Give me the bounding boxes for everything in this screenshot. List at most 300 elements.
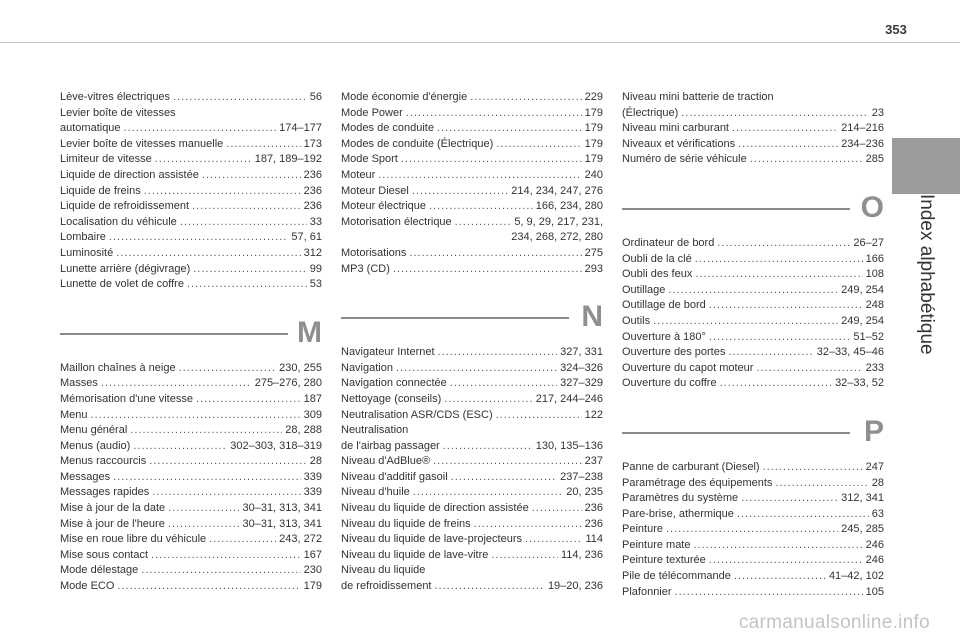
- letter-heading: [622, 410, 884, 454]
- entry-label: automatique: [60, 122, 121, 135]
- index-entry[interactable]: [60, 548, 322, 564]
- index-entry[interactable]: [622, 569, 884, 585]
- entry-pages: 217, 244–246: [535, 392, 603, 405]
- entry-pages: 130, 135–136: [535, 439, 603, 452]
- letter-heading: [622, 186, 884, 230]
- entry-label: Mise à jour de la date: [60, 502, 166, 515]
- leader-dots: [152, 485, 300, 501]
- leader-dots: [734, 569, 826, 585]
- leader-dots: [209, 532, 276, 548]
- index-entry[interactable]: [622, 460, 884, 476]
- section-letter: O: [860, 190, 884, 224]
- index-entry[interactable]: [622, 491, 884, 507]
- index-entry[interactable]: [622, 106, 884, 122]
- entry-pages: 179: [584, 137, 603, 150]
- entry-pages: 32–33, 52: [835, 377, 884, 390]
- leader-dots: [666, 522, 838, 538]
- entry-pages: 30–31, 313, 341: [242, 502, 322, 515]
- index-entry[interactable]: [341, 230, 603, 246]
- entry-label: Plafonnier: [622, 585, 672, 598]
- entry-pages: 23: [871, 106, 884, 119]
- entry-label: Numéro de série véhicule: [622, 153, 747, 166]
- leader-dots: [155, 152, 252, 168]
- index-entry[interactable]: [341, 90, 603, 106]
- index-entry[interactable]: [60, 121, 322, 137]
- leader-dots: [491, 548, 558, 564]
- index-entry[interactable]: [60, 470, 322, 486]
- entry-pages: 187: [303, 392, 322, 405]
- leader-dots: [532, 501, 582, 517]
- entry-pages: 179: [584, 153, 603, 166]
- entry-label: Liquide de refroidissement: [60, 200, 190, 213]
- entry-label: Niveau mini batterie de traction: [622, 91, 774, 103]
- entry-label: Moteur électrique: [341, 200, 426, 213]
- index-entry[interactable]: [60, 423, 322, 439]
- entry-pages: 57, 61: [291, 231, 322, 244]
- entry-label: Navigateur Internet: [341, 346, 435, 359]
- entry-label: Maillon chaînes à neige: [60, 361, 176, 374]
- leader-dots: [196, 392, 301, 408]
- leader-dots: [741, 491, 838, 507]
- leader-dots: [168, 517, 240, 533]
- entry-pages: 53: [309, 278, 322, 291]
- entry-label: Mise à jour de l'heure: [60, 517, 165, 530]
- entry-label: Mise sous contact: [60, 548, 149, 561]
- leader-dots: [496, 408, 582, 424]
- entry-label: Motorisations: [341, 246, 407, 259]
- letter-rule: [622, 432, 850, 434]
- entry-pages: 327, 331: [560, 346, 603, 359]
- leader-dots: [429, 199, 533, 215]
- index-entry[interactable]: [341, 152, 603, 168]
- index-entry[interactable]: [60, 517, 322, 533]
- entry-label: Mode Power: [341, 106, 403, 119]
- entry-label: Motorisation électrique: [341, 215, 452, 228]
- index-entry[interactable]: [622, 585, 884, 601]
- index-column-3: [622, 90, 884, 600]
- leader-dots: [435, 579, 545, 595]
- index-entry[interactable]: [622, 298, 884, 314]
- leader-dots: [695, 267, 862, 283]
- leader-dots: [401, 152, 582, 168]
- entry-label: Lunette arrière (dégivrage): [60, 262, 191, 275]
- index-entry[interactable]: [60, 137, 322, 153]
- entry-label: Mode Sport: [341, 153, 398, 166]
- index-entry[interactable]: [60, 262, 322, 278]
- entry-pages: 236: [303, 200, 322, 213]
- entry-pages: 302–303, 318–319: [230, 439, 322, 452]
- entry-pages: 28: [871, 476, 884, 489]
- index-entry[interactable]: [622, 522, 884, 538]
- leader-dots: [437, 121, 582, 137]
- entry-pages-continued: 234, 268, 272, 280: [511, 231, 603, 244]
- entry-pages: 179: [584, 106, 603, 119]
- entry-label: de refroidissement: [341, 580, 432, 593]
- entry-pages: 246: [865, 538, 884, 551]
- leader-dots: [116, 246, 300, 262]
- entry-pages: 230: [303, 564, 322, 577]
- leader-dots: [668, 283, 838, 299]
- leader-dots: [193, 262, 307, 278]
- index-entry[interactable]: [341, 548, 603, 564]
- entry-label: Niveau du liquide de direction assistée: [341, 502, 529, 515]
- index-entry[interactable]: [622, 345, 884, 361]
- leader-dots: [738, 137, 838, 153]
- entry-pages: 173: [303, 137, 322, 150]
- index-entry[interactable]: [341, 137, 603, 153]
- index-entry[interactable]: [60, 168, 322, 184]
- leader-dots: [470, 90, 581, 106]
- index-entry[interactable]: [341, 121, 603, 137]
- leader-dots: [413, 485, 564, 501]
- index-entry[interactable]: [341, 376, 603, 392]
- entry-label: Liquide de freins: [60, 184, 141, 197]
- index-entry[interactable]: [60, 392, 322, 408]
- index-entry[interactable]: [341, 454, 603, 470]
- leader-dots: [409, 246, 581, 262]
- entry-label: Mode délestage: [60, 564, 139, 577]
- index-entry-list: [341, 345, 603, 595]
- index-entry[interactable]: [341, 485, 603, 501]
- leader-dots: [709, 553, 863, 569]
- index-entry[interactable]: [60, 215, 322, 231]
- entry-pages: 246: [865, 554, 884, 567]
- entry-pages: 230, 255: [279, 361, 322, 374]
- index-entry[interactable]: [622, 121, 884, 137]
- leader-dots: [675, 585, 863, 601]
- letter-heading: [60, 311, 322, 355]
- entry-label: Modes de conduite: [341, 122, 434, 135]
- entry-label: Messages: [60, 470, 111, 483]
- entry-pages: 249, 254: [841, 314, 884, 327]
- entry-label: Navigation: [341, 361, 393, 374]
- index-entry[interactable]: [60, 361, 322, 377]
- leader-dots: [737, 507, 869, 523]
- entry-label: Masses: [60, 377, 98, 390]
- entry-label: Lombaire: [60, 231, 106, 244]
- index-entry[interactable]: [622, 330, 884, 346]
- entry-pages: 122: [584, 408, 603, 421]
- entry-pages: 28: [309, 455, 322, 468]
- entry-pages: 327–329: [560, 377, 603, 390]
- leader-dots: [192, 199, 301, 215]
- index-entry[interactable]: [622, 476, 884, 492]
- leader-dots: [455, 215, 512, 231]
- entry-label: Paramètres du système: [622, 492, 739, 505]
- entry-label: Outillage de bord: [622, 299, 706, 312]
- index-entry[interactable]: [622, 361, 884, 377]
- section-letter: M: [297, 315, 322, 349]
- entry-pages: 275: [584, 246, 603, 259]
- leader-dots: [717, 236, 850, 252]
- entry-label: de l'airbag passager: [341, 439, 440, 452]
- entry-pages: 248: [865, 299, 884, 312]
- leader-dots: [695, 252, 863, 268]
- index-entry[interactable]: [60, 563, 322, 579]
- leader-dots: [173, 90, 307, 106]
- entry-pages: 56: [309, 91, 322, 103]
- index-column-1: [60, 90, 322, 595]
- index-entry[interactable]: [60, 579, 322, 595]
- leader-dots: [101, 376, 252, 392]
- header-rule: [0, 42, 960, 43]
- index-entry[interactable]: [341, 423, 603, 439]
- entry-pages: 236: [584, 502, 603, 515]
- index-entry[interactable]: [622, 152, 884, 168]
- index-entry-list: [341, 90, 603, 277]
- index-entry-list: [60, 90, 322, 293]
- entry-label: Ouverture du coffre: [622, 377, 717, 390]
- entry-label: Paramétrage des équipements: [622, 476, 773, 489]
- leader-dots: [709, 298, 863, 314]
- index-entry[interactable]: [60, 199, 322, 215]
- index-entry[interactable]: [60, 152, 322, 168]
- entry-label: Menus (audio): [60, 439, 131, 452]
- letter-rule: [60, 333, 288, 335]
- entry-label: Oubli des feux: [622, 268, 693, 281]
- entry-label: Mode ECO: [60, 580, 115, 593]
- index-entry[interactable]: [341, 392, 603, 408]
- entry-label: Niveau mini carburant: [622, 122, 729, 135]
- index-entry[interactable]: [341, 345, 603, 361]
- index-entry-list: [60, 361, 322, 595]
- entry-pages: 237–238: [560, 470, 603, 483]
- index-entry[interactable]: [341, 168, 603, 184]
- leader-dots: [113, 470, 301, 486]
- entry-label: Peinture mate: [622, 538, 691, 551]
- index-entry[interactable]: [622, 252, 884, 268]
- entry-label: Ouverture des portes: [622, 346, 726, 359]
- entry-label: Ouverture à 180°: [622, 330, 706, 343]
- leader-dots: [728, 345, 813, 361]
- leader-dots: [444, 392, 532, 408]
- leader-dots: [124, 121, 277, 137]
- leader-dots: [750, 152, 863, 168]
- index-entry-list: [622, 90, 884, 168]
- leader-dots: [406, 106, 582, 122]
- leader-dots: [130, 423, 282, 439]
- entry-pages: 237: [584, 455, 603, 468]
- entry-pages: 214–216: [841, 122, 884, 135]
- entry-pages: 63: [871, 507, 884, 520]
- leader-dots: [141, 563, 300, 579]
- entry-label: Niveau d'additif gasoil: [341, 470, 448, 483]
- leader-dots: [226, 137, 300, 153]
- entry-label: Localisation du véhicule: [60, 215, 177, 228]
- index-entry[interactable]: [622, 538, 884, 554]
- leader-dots: [681, 106, 869, 122]
- entry-pages: 179: [303, 580, 322, 593]
- entry-label: Menus raccourcis: [60, 455, 147, 468]
- leader-dots: [438, 345, 558, 361]
- entry-label: Mise en roue libre du véhicule: [60, 533, 207, 546]
- entry-label: Messages rapides: [60, 486, 150, 499]
- index-entry[interactable]: [341, 246, 603, 262]
- entry-label: (Électrique): [622, 106, 679, 119]
- leader-dots: [393, 262, 582, 278]
- page-number: 353: [885, 22, 907, 37]
- entry-pages: 30–31, 313, 341: [242, 517, 322, 530]
- index-entry[interactable]: [341, 106, 603, 122]
- entry-pages: 19–20, 236: [547, 580, 603, 593]
- leader-dots: [412, 184, 508, 200]
- entry-label: Outillage: [622, 283, 666, 296]
- index-entry[interactable]: [60, 90, 322, 106]
- index-entry[interactable]: [341, 563, 603, 579]
- entry-pages: 28, 288: [285, 424, 322, 437]
- index-entry[interactable]: [60, 454, 322, 470]
- index-entry[interactable]: [341, 517, 603, 533]
- leader-dots: [709, 330, 851, 346]
- entry-pages: 236: [303, 184, 322, 197]
- index-entry[interactable]: [60, 184, 322, 200]
- entry-label: Nettoyage (conseils): [341, 392, 442, 405]
- entry-label: Peinture: [622, 523, 663, 536]
- entry-label: Oubli de la clé: [622, 252, 692, 265]
- leader-dots: [187, 277, 307, 293]
- leader-dots: [474, 517, 582, 533]
- index-entry[interactable]: [341, 501, 603, 517]
- entry-pages: 312, 341: [841, 492, 884, 505]
- leader-dots: [117, 579, 300, 595]
- entry-label: Levier boîte de vitesses: [60, 106, 176, 119]
- index-entry[interactable]: [341, 215, 603, 231]
- index-entry[interactable]: [60, 106, 322, 122]
- entry-pages: 249, 254: [841, 283, 884, 296]
- entry-pages: 114: [585, 533, 603, 546]
- entry-label: Niveau du liquide: [341, 564, 426, 577]
- entry-pages: 174–177: [279, 122, 322, 135]
- entry-label: Menu: [60, 408, 88, 421]
- entry-pages: 166, 234, 280: [535, 200, 603, 213]
- index-entry[interactable]: [60, 485, 322, 501]
- index-entry[interactable]: [341, 262, 603, 278]
- entry-label: Panne de carburant (Diesel): [622, 460, 760, 473]
- index-entry[interactable]: [341, 184, 603, 200]
- entry-pages: 179: [584, 122, 603, 135]
- leader-dots: [732, 121, 838, 137]
- entry-label: Niveaux et vérifications: [622, 137, 736, 150]
- entry-label: Ouverture du capot moteur: [622, 361, 754, 374]
- index-entry[interactable]: [341, 199, 603, 215]
- index-entry[interactable]: [622, 90, 884, 106]
- entry-pages: 26–27: [853, 236, 884, 249]
- entry-label: Mémorisation d'une vitesse: [60, 392, 193, 405]
- leader-dots: [525, 532, 582, 548]
- index-entry[interactable]: [622, 236, 884, 252]
- index-entry[interactable]: [60, 501, 322, 517]
- leader-dots: [496, 137, 581, 153]
- entry-pages: 41–42, 102: [828, 570, 884, 583]
- leader-dots: [202, 168, 301, 184]
- watermark: carmanualsonline.info: [738, 612, 930, 633]
- index-entry[interactable]: [60, 532, 322, 548]
- entry-pages: 114, 236: [560, 548, 603, 561]
- entry-pages: 33: [309, 215, 322, 228]
- entry-label: Liquide de direction assistée: [60, 168, 199, 181]
- entry-pages: 20, 235: [566, 486, 603, 499]
- entry-label: Neutralisation ASR/CDS (ESC): [341, 408, 493, 421]
- index-entry[interactable]: [341, 408, 603, 424]
- entry-pages: 51–52: [853, 330, 884, 343]
- letter-rule: [622, 208, 850, 210]
- index-entry[interactable]: [341, 439, 603, 455]
- leader-dots: [443, 439, 533, 455]
- leader-dots: [133, 439, 227, 455]
- index-entry-list: [622, 236, 884, 392]
- entry-pages: 293: [584, 262, 603, 275]
- entry-pages: 243, 272: [279, 533, 322, 546]
- index-entry[interactable]: [341, 532, 603, 548]
- entry-pages: 167: [303, 548, 322, 561]
- entry-pages: 229: [584, 91, 603, 103]
- index-entry[interactable]: [60, 230, 322, 246]
- leader-dots: [180, 215, 307, 231]
- entry-label: Lunette de volet de coffre: [60, 278, 184, 291]
- index-entry[interactable]: [341, 361, 603, 377]
- leader-dots: [151, 548, 301, 564]
- entry-pages: 312: [303, 246, 322, 259]
- index-entry[interactable]: [60, 246, 322, 262]
- entry-label: Pile de télécommande: [622, 570, 731, 583]
- section-letter: N: [581, 300, 603, 334]
- section-side-tab[interactable]: [892, 138, 960, 402]
- entry-pages: 105: [865, 585, 884, 598]
- leader-dots: [378, 168, 581, 184]
- entry-label: Navigation connectée: [341, 377, 447, 390]
- index-entry[interactable]: [60, 439, 322, 455]
- letter-heading: [341, 295, 603, 339]
- index-entry[interactable]: [622, 507, 884, 523]
- index-entry[interactable]: [60, 376, 322, 392]
- index-entry[interactable]: [341, 470, 603, 486]
- leader-dots: [149, 454, 307, 470]
- index-entry[interactable]: [341, 579, 603, 595]
- entry-pages: 236: [303, 168, 322, 181]
- entry-pages: 339: [303, 470, 322, 483]
- side-tab-label: Index alphabétique: [916, 194, 937, 355]
- entry-label: Lève-vitres électriques: [60, 91, 171, 103]
- entry-label: Niveau d'huile: [341, 486, 410, 499]
- index-entry[interactable]: [622, 267, 884, 283]
- leader-dots: [693, 538, 862, 554]
- leader-dots: [109, 230, 289, 246]
- entry-label: Niveau du liquide de lave-projecteurs: [341, 533, 522, 546]
- index-entry[interactable]: [622, 283, 884, 299]
- index-entry[interactable]: [622, 376, 884, 392]
- index-entry[interactable]: [60, 408, 322, 424]
- leader-dots: [144, 184, 301, 200]
- entry-label: Pare-brise, athermique: [622, 507, 734, 520]
- entry-pages: 32–33, 45–46: [816, 346, 884, 359]
- entry-pages: 233: [865, 361, 884, 374]
- index-entry[interactable]: [622, 553, 884, 569]
- entry-pages: 214, 234, 247, 276: [511, 184, 603, 197]
- leader-dots: [775, 476, 868, 492]
- index-entry[interactable]: [60, 277, 322, 293]
- entry-label: Niveau d'AdBlue®: [341, 455, 431, 468]
- index-entry[interactable]: [622, 137, 884, 153]
- index-entry[interactable]: [622, 314, 884, 330]
- entry-label: Levier boîte de vitesses manuelle: [60, 137, 224, 150]
- entry-pages: 99: [309, 262, 322, 275]
- entry-label: Peinture texturée: [622, 554, 706, 567]
- entry-pages: 234–236: [841, 137, 884, 150]
- leader-dots: [653, 314, 838, 330]
- entry-label: Moteur Diesel: [341, 184, 409, 197]
- leader-dots: [168, 501, 239, 517]
- leader-dots: [763, 460, 863, 476]
